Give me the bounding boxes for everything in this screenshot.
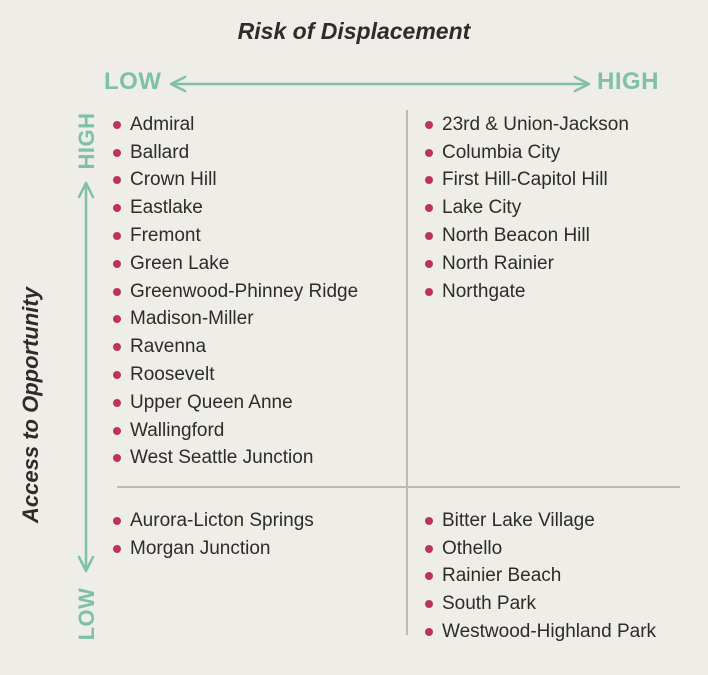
neighborhood-label: North Rainier	[442, 252, 554, 274]
bullet-icon	[113, 399, 121, 407]
x-axis-arrow-icon	[164, 74, 596, 94]
bullet-icon	[425, 232, 433, 240]
y-axis-title: Access to Opportunity	[18, 287, 43, 523]
neighborhood-label: Green Lake	[130, 252, 230, 274]
quadrant-divider-vertical	[406, 110, 408, 635]
neighborhood-item	[105, 535, 314, 563]
neighborhood-item	[105, 361, 358, 389]
bullet-icon	[113, 517, 121, 525]
bullet-icon	[425, 204, 433, 212]
bullet-icon	[113, 371, 121, 379]
quadrant-top-left	[105, 111, 358, 472]
neighborhood-label: North Beacon Hill	[442, 225, 590, 247]
neighborhood-label: Lake City	[442, 197, 522, 219]
neighborhood-label: Roosevelt	[130, 364, 215, 386]
quadrant-top-right	[417, 111, 629, 306]
neighborhood-item	[105, 111, 358, 139]
neighborhood-label: Wallingford	[130, 419, 225, 441]
bullet-icon	[425, 121, 433, 129]
bullet-icon	[113, 545, 121, 553]
y-axis-high-label: HIGH	[74, 112, 99, 170]
neighborhood-label: 23rd & Union-Jackson	[442, 113, 629, 135]
neighborhood-label: Upper Queen Anne	[130, 391, 293, 413]
neighborhood-label: Crown Hill	[130, 169, 217, 191]
bullet-icon	[425, 545, 433, 553]
neighborhood-label: Northgate	[442, 280, 526, 302]
bullet-icon	[113, 176, 121, 184]
bullet-icon	[113, 454, 121, 462]
neighborhood-label: Madison-Miller	[130, 308, 254, 330]
neighborhood-item	[105, 507, 314, 535]
bullet-icon	[425, 176, 433, 184]
bullet-icon	[425, 260, 433, 268]
neighborhood-label: Othello	[442, 537, 503, 559]
bullet-icon	[425, 517, 433, 525]
neighborhood-label: Morgan Junction	[130, 537, 271, 559]
neighborhood-item	[417, 111, 629, 139]
neighborhood-label: Ballard	[130, 141, 190, 163]
x-axis-title: Risk of Displacement	[237, 18, 471, 44]
bullet-icon	[113, 260, 121, 268]
bullet-icon	[113, 149, 121, 157]
neighborhood-item	[417, 167, 629, 195]
neighborhood-label: First Hill-Capitol Hill	[442, 169, 608, 191]
neighborhood-label: Ravenna	[130, 336, 207, 358]
neighborhood-label: Westwood-Highland Park	[442, 621, 657, 643]
bullet-icon	[425, 628, 433, 636]
bullet-icon	[425, 288, 433, 296]
quadrant-bottom-left	[105, 507, 314, 563]
neighborhood-item	[105, 194, 358, 222]
neighborhood-item	[105, 139, 358, 167]
bullet-icon	[113, 427, 121, 435]
bullet-icon	[113, 288, 121, 296]
x-axis-low-label: LOW	[104, 68, 162, 95]
quadrant-divider-horizontal	[117, 486, 680, 488]
y-axis-arrow-icon	[75, 178, 97, 576]
neighborhood-item	[417, 618, 656, 646]
neighborhood-label: Bitter Lake Village	[442, 509, 595, 531]
neighborhood-item	[417, 278, 629, 306]
bullet-icon	[113, 204, 121, 212]
bullet-icon	[113, 315, 121, 323]
bullet-icon	[425, 600, 433, 608]
neighborhood-item	[105, 333, 358, 361]
bullet-icon	[113, 121, 121, 129]
bullet-icon	[425, 572, 433, 580]
neighborhood-label: Eastlake	[130, 197, 203, 219]
x-axis-high-label: HIGH	[597, 68, 659, 95]
neighborhood-item	[105, 222, 358, 250]
neighborhood-label: South Park	[442, 593, 536, 615]
bullet-icon	[113, 232, 121, 240]
neighborhood-item	[105, 278, 358, 306]
neighborhood-label: Columbia City	[442, 141, 561, 163]
y-axis-low-label: LOW	[74, 587, 99, 641]
neighborhood-label: Rainier Beach	[442, 565, 562, 587]
neighborhood-item	[105, 445, 358, 473]
neighborhood-item	[417, 563, 656, 591]
neighborhood-label: West Seattle Junction	[130, 447, 314, 469]
neighborhood-label: Admiral	[130, 113, 195, 135]
neighborhood-item	[417, 250, 629, 278]
bullet-icon	[113, 343, 121, 351]
neighborhood-item	[417, 535, 656, 563]
neighborhood-item	[417, 590, 656, 618]
bullet-icon	[425, 149, 433, 157]
neighborhood-item	[417, 139, 629, 167]
neighborhood-item	[105, 306, 358, 334]
neighborhood-label: Greenwood-Phinney Ridge	[130, 280, 359, 302]
quadrant-bottom-right	[417, 507, 656, 646]
neighborhood-item	[417, 194, 629, 222]
neighborhood-label: Aurora-Licton Springs	[130, 509, 314, 531]
neighborhood-item	[105, 250, 358, 278]
neighborhood-item	[105, 417, 358, 445]
neighborhood-item	[105, 167, 358, 195]
neighborhood-item	[105, 389, 358, 417]
neighborhood-item	[417, 222, 629, 250]
neighborhood-label: Fremont	[130, 225, 201, 247]
neighborhood-item	[417, 507, 656, 535]
